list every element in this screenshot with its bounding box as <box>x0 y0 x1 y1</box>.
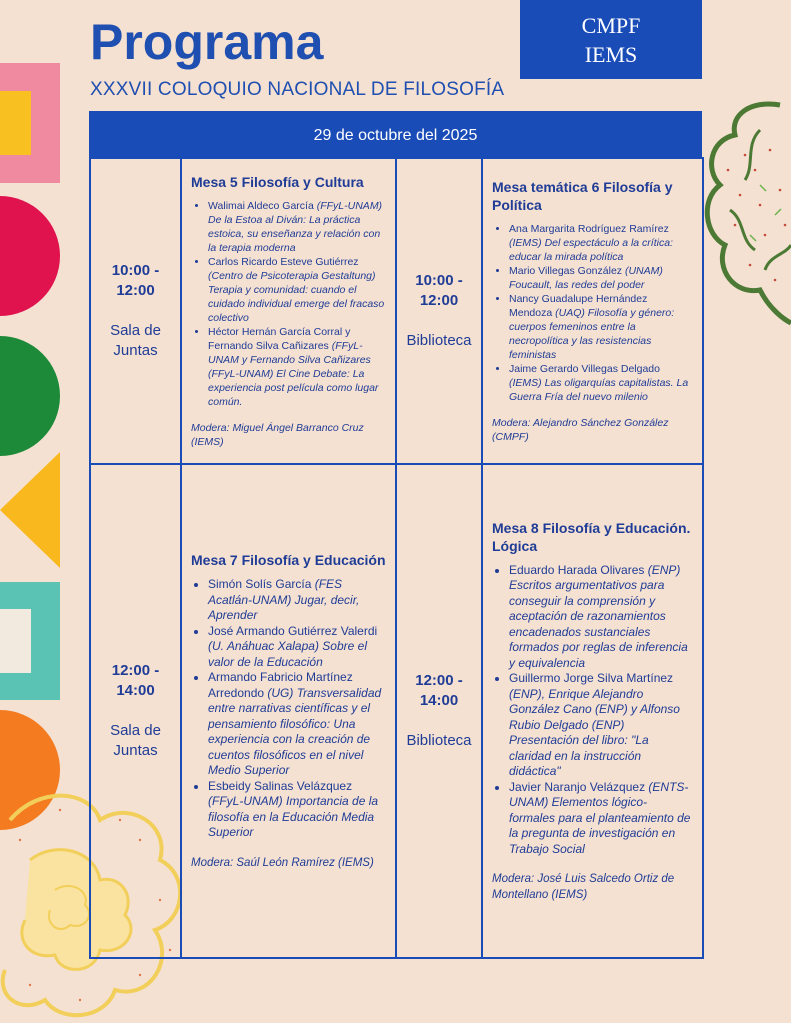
time-cell <box>90 158 181 464</box>
mesa-cell <box>181 464 396 958</box>
speaker-list <box>492 563 693 858</box>
mesa-cell <box>482 464 703 958</box>
mesa-cell <box>482 158 703 464</box>
moderator: Modera: Alejandro Sánchez González (CMPF) <box>492 417 669 443</box>
list-item: • Walimai Aldeco García (FFyL-UNAM) De la Estoa al Diván: La práctica estoica, su enseñanza y relación con la terapia moderna <box>208 199 386 255</box>
speaker-list <box>191 577 386 841</box>
mesa-title: Mesa 8 Filosofía y Educación. Lógica <box>492 519 691 554</box>
mesa-title: Mesa 7 Filosofía y Educación <box>191 552 386 568</box>
place-label: Biblioteca <box>406 732 472 749</box>
list-item: • Simón Solís García (FES Acatlán-UNAM) Jugar, decir, Aprender <box>208 577 386 624</box>
badge-line-1: CMPF <box>581 13 641 38</box>
list-item: • Javier Naranjo Velázquez (ENTS-UNAM) Elementos lógico-formales para el planteamiento de la pregunta de investigación en Trabajo Social <box>509 780 693 858</box>
time-cell <box>90 464 181 958</box>
organizer-badge <box>520 0 702 79</box>
yellow-square-decoration <box>0 91 31 155</box>
cream-square-decoration <box>0 609 31 673</box>
time-cell <box>396 464 482 958</box>
list-item: • Jaime Gerardo Villegas Delgado (IEMS) Las oligarquías capitalistas. La Guerra Fría del nuevo milenio <box>509 362 693 404</box>
moderator: Modera: José Luis Salcedo Ortiz de Montellano (IEMS) <box>492 873 675 901</box>
program-table <box>89 111 702 959</box>
page-title: Programa <box>90 14 324 70</box>
schedule-row <box>90 464 703 958</box>
time-label: 12:00 - 14:00 <box>415 672 463 709</box>
list-item: • Mario Villegas González (UNAM) Foucault, las redes del poder <box>509 264 693 292</box>
badge-line-2: IEMS <box>584 42 638 67</box>
green-semicircle-decoration <box>0 336 60 456</box>
place-label: Sala de Juntas <box>110 722 161 759</box>
speaker-list <box>492 222 693 404</box>
brain-illustration <box>700 95 791 330</box>
event-subtitle: XXXVII COLOQUIO NACIONAL DE FILOSOFÍA <box>90 79 505 100</box>
mesa-title: Mesa temática 6 Filosofía y Política <box>492 179 673 213</box>
place-label: Biblioteca <box>406 332 472 349</box>
red-semicircle-decoration <box>0 196 60 316</box>
list-item: • Ana Margarita Rodríguez Ramírez (IEMS) Del espectáculo a la crítica: educar la mirada política <box>509 222 693 264</box>
list-item: • Nancy Guadalupe Hernández Mendoza (UAQ) Filosofía y género: cuerpos femeninos entre la necropolítica y las resistencias feministas <box>509 292 693 362</box>
time-cell <box>396 158 482 464</box>
time-label: 10:00 - 12:00 <box>111 262 160 299</box>
schedule-row <box>90 158 703 464</box>
moderator: Modera: Saúl León Ramírez (IEMS) <box>191 856 374 869</box>
list-item: • José Armando Gutiérrez Valerdi (U. Anáhuac Xalapa) Sobre el valor de la Educación <box>208 624 386 671</box>
mesa-cell <box>181 158 396 464</box>
list-item: • Guillermo Jorge Silva Martínez (ENP), Enrique Alejandro González Cano (ENP) y Alfonso Rubio Delgado (ENP) Presentación del libro: "La claridad en la instrucción didáctica" <box>509 671 693 780</box>
mesa-title: Mesa 5 Filosofía y Cultura <box>191 174 364 190</box>
list-item: • Eduardo Harada Olivares (ENP) Escritos argumentativos para conseguir la comprensión y aceptación de razonamientos encadenados sustanciales formados por reglas de inferencia y equivalencia <box>509 563 693 672</box>
date-header: 29 de octubre del 2025 <box>89 111 702 157</box>
speaker-list <box>191 199 386 409</box>
list-item: • Carlos Ricardo Esteve Gutiérrez (Centro de Psicoterapia Gestaltung) Terapia y comunidad: cuando el cuidado individual emerge del fracaso colectivo <box>208 255 386 325</box>
list-item: • Esbeidy Salinas Velázquez (FFyL-UNAM) Importancia de la filosofía en la Educación Media Superior <box>208 779 386 841</box>
yellow-triangle-decoration <box>0 452 60 568</box>
time-label: 12:00 - 14:00 <box>111 662 160 699</box>
time-label: 10:00 - 12:00 <box>415 272 463 309</box>
list-item: • Armando Fabricio Martínez Arredondo (UG) Transversalidad entre narrativas científicas y el pensamiento filosófico: Una experiencia con la creación de cuentos filosóficos en el nivel Medio Superior <box>208 670 386 779</box>
moderator: Modera: Miguel Ángel Barranco Cruz (IEMS) <box>191 422 364 448</box>
schedule-grid <box>89 157 704 959</box>
list-item: • Héctor Hernán García Corral y Fernando Silva Cañizares (FFyL-UNAM y Fernando Silva Cañizares (FFyL-UNAM) El Cine Debate: La experiencia post película como lugar común. <box>208 325 386 409</box>
place-label: Sala de Juntas <box>110 322 161 359</box>
